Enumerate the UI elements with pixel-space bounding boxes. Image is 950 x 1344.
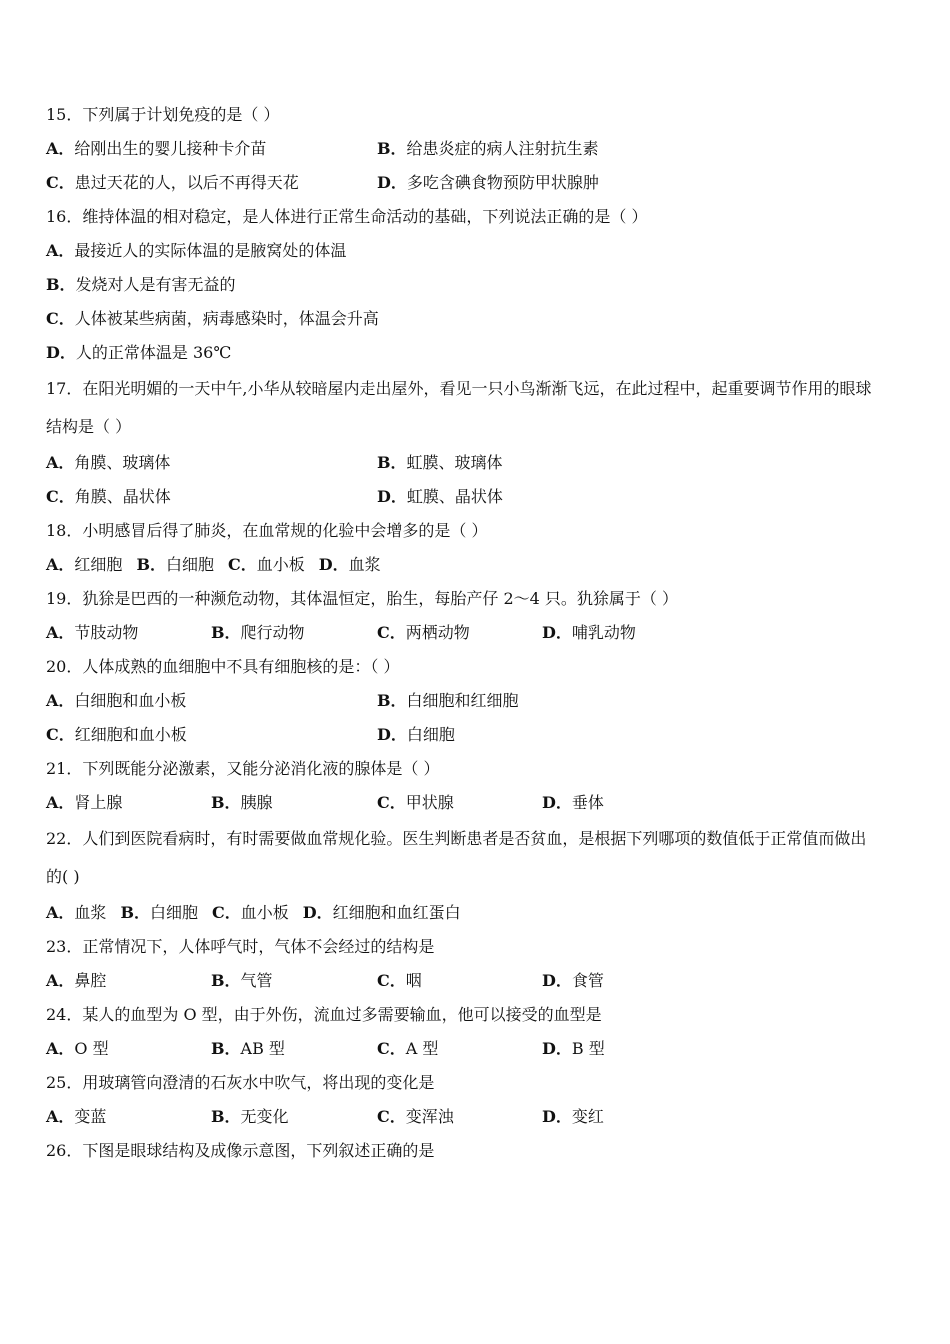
option-text: 垂体 [571,793,604,812]
option-text: 节肢动物 [74,623,139,642]
question-stem: 21．下列既能分泌激素，又能分泌消化液的腺体是（ ） [46,759,440,778]
option-letter: C． [377,1107,406,1126]
option-text: 哺乳动物 [571,623,636,642]
question-block [46,930,908,998]
option-text: 患过天花的人，以后不再得天花 [74,173,299,192]
option-item [377,1032,438,1066]
option-item [377,166,599,200]
option-item [303,903,461,922]
option-letter: C． [46,173,75,192]
option-item [46,480,171,514]
option-text: AB 型 [240,1039,285,1058]
question-block [46,98,908,200]
option-letter: A． [46,555,75,574]
option-text: 红细胞和血小板 [74,725,187,744]
option-letter: D． [302,903,333,922]
option-item [542,786,604,820]
option-item [46,1032,109,1066]
option-item [319,555,381,574]
question-block [46,752,908,820]
option-letter: B． [377,691,407,710]
option-text: 食管 [571,971,604,990]
option-item [120,903,198,922]
option-letter: A． [46,139,75,158]
option-text: 红细胞和血红蛋白 [332,903,461,922]
option-row [46,1100,908,1134]
option-letter: A． [46,691,75,710]
option-row [46,336,908,370]
option-letter: B． [211,623,241,642]
option-text: 白细胞 [165,555,214,574]
option-item [211,1032,285,1066]
option-text: 气管 [240,971,273,990]
option-item [46,446,170,480]
option-text: 虹膜、晶状体 [406,487,503,506]
question-stem: 20．人体成熟的血细胞中不具有细胞核的是：（ ） [46,657,400,676]
question-block [46,370,908,514]
option-row [46,548,908,582]
question-block [46,1134,908,1168]
option-item [542,1100,604,1134]
option-item [46,903,106,922]
question-block [46,514,908,582]
option-text: 给刚出生的婴儿接种卡介苗 [74,139,267,158]
option-letter: D． [542,1039,572,1058]
question-stem: 的( ) [46,867,80,886]
option-letter: A． [46,1039,75,1058]
option-item [377,1100,454,1134]
option-row [46,268,908,302]
option-row [46,964,908,998]
question-stem: 23．正常情况下，人体呼气时，气体不会经过的结构是 [46,937,435,956]
question-stem: 结构是（ ） [46,417,132,436]
option-text: 角膜、晶状体 [74,487,171,506]
option-item [542,616,636,650]
question-stem: 25．用玻璃管向澄清的石灰水中吹气，将出现的变化是 [46,1073,435,1092]
option-letter: C． [227,555,257,574]
option-letter: A． [46,1107,75,1126]
option-text: B 型 [571,1039,605,1058]
question-list [46,98,908,1168]
option-item [377,786,454,820]
question-block [46,650,908,752]
option-text: 变红 [571,1107,604,1126]
option-row [46,446,908,480]
option-letter: D． [318,555,349,574]
option-text: 最接近人的实际体温的是腋窝处的体温 [74,241,347,260]
option-letter: D． [542,793,572,812]
option-item [46,964,106,998]
option-item [46,132,266,166]
option-item [136,555,214,574]
option-item [377,132,599,166]
option-item [211,616,305,650]
option-row [46,718,908,752]
option-text: 甲状腺 [405,793,454,812]
option-letter: D． [377,173,407,192]
option-text: 咽 [405,971,422,990]
option-letter: A． [46,793,75,812]
option-text: 血浆 [348,555,381,574]
option-letter: D． [542,971,572,990]
option-item [212,903,289,922]
option-item [542,1032,605,1066]
option-row [46,896,908,930]
option-item [46,555,122,574]
option-item [377,480,503,514]
option-text: 变浑浊 [405,1107,454,1126]
option-text: 变蓝 [74,1107,107,1126]
option-item [228,555,305,574]
option-row [46,616,908,650]
option-text: 肾上腺 [74,793,123,812]
option-item [211,1100,289,1134]
question-stem: 26．下图是眼球结构及成像示意图，下列叙述正确的是 [46,1141,435,1160]
option-row [46,234,908,268]
option-row [46,480,908,514]
option-letter: B． [211,971,241,990]
question-stem: 18．小明感冒后得了肺炎，在血常规的化验中会增多的是（ ） [46,521,488,540]
option-text: 两栖动物 [405,623,470,642]
question-block [46,1066,908,1134]
option-item [46,718,187,752]
option-text: O 型 [74,1039,109,1058]
question-block [46,820,908,930]
option-text: 多吃含碘食物预防甲状腺肿 [406,173,599,192]
option-text: A 型 [405,1039,439,1058]
option-text: 虹膜、玻璃体 [406,453,503,472]
option-letter: A． [46,971,75,990]
option-letter: D． [46,343,76,362]
option-text: 血小板 [256,555,305,574]
option-letter: B． [46,275,76,294]
option-item [46,616,138,650]
option-text: 血浆 [74,903,107,922]
question-stem: 24．某人的血型为 O 型，由于外伤，流血过多需要输血，他可以接受的血型是 [46,1005,602,1024]
option-item [46,166,299,200]
option-item [211,786,273,820]
option-row [46,1032,908,1066]
option-row [46,786,908,820]
option-letter: B． [211,793,241,812]
option-letter: C． [46,725,75,744]
option-letter: A． [46,241,75,260]
option-text: 人体被某些病菌，病毒感染时，体温会升高 [74,309,379,328]
option-letter: B． [377,453,407,472]
option-letter: D． [377,487,407,506]
option-text: 给患炎症的病人注射抗生素 [406,139,599,158]
option-letter: C． [377,793,406,812]
question-block [46,582,908,650]
option-letter: B． [377,139,407,158]
option-text: 爬行动物 [240,623,305,642]
option-letter: B． [211,1039,241,1058]
option-letter: C． [377,623,406,642]
option-text: 发烧对人是有害无益的 [75,275,236,294]
question-stem: 22．人们到医院看病时，有时需要做血常规化验。医生判断患者是否贫血，是根据下列哪项的数值低于正常值而做出 [46,829,867,848]
option-item [377,718,455,752]
option-row [46,684,908,718]
option-item [377,684,519,718]
option-letter: A． [46,623,75,642]
option-text: 胰腺 [240,793,273,812]
option-letter: C． [211,903,241,922]
option-letter: D． [542,623,572,642]
option-letter: C． [377,971,406,990]
question-stem: 17．在阳光明媚的一天中午,小华从较暗屋内走出屋外，看见一只小鸟渐渐飞远，在此过程中，起重要调节作用的眼球 [46,379,872,398]
option-letter: B． [211,1107,241,1126]
option-letter: C． [377,1039,406,1058]
option-text: 血小板 [240,903,289,922]
question-block [46,998,908,1066]
option-row [46,302,908,336]
option-text: 白细胞 [406,725,455,744]
option-row [46,166,908,200]
option-item [46,684,186,718]
option-letter: B． [136,555,166,574]
option-letter: A． [46,453,75,472]
option-item [377,964,422,998]
option-text: 白细胞 [149,903,198,922]
question-stem: 19．犰狳是巴西的一种濒危动物，其体温恒定，胎生，每胎产仔 2～4 只。犰狳属于（ ） [46,589,678,608]
option-text: 无变化 [240,1107,289,1126]
option-item [377,616,470,650]
option-text: 白细胞和红细胞 [406,691,519,710]
option-text: 鼻腔 [74,971,107,990]
option-text: 角膜、玻璃体 [74,453,171,472]
option-letter: D． [377,725,407,744]
option-item [542,964,604,998]
option-item [211,964,273,998]
option-row [46,132,908,166]
option-letter: D． [542,1107,572,1126]
question-stem: 15．下列属于计划免疫的是（ ） [46,105,280,124]
option-letter: C． [46,487,75,506]
option-item [46,1100,106,1134]
question-stem: 16．维持体温的相对稳定，是人体进行正常生命活动的基础，下列说法正确的是（ ） [46,207,648,226]
option-letter: A． [46,903,75,922]
option-text: 人的正常体温是 36℃ [75,343,232,362]
option-letter: C． [46,309,75,328]
option-letter: B． [120,903,150,922]
option-text: 白细胞和血小板 [74,691,187,710]
option-item [377,446,503,480]
option-item [46,786,122,820]
question-block [46,200,908,370]
option-text: 红细胞 [74,555,123,574]
